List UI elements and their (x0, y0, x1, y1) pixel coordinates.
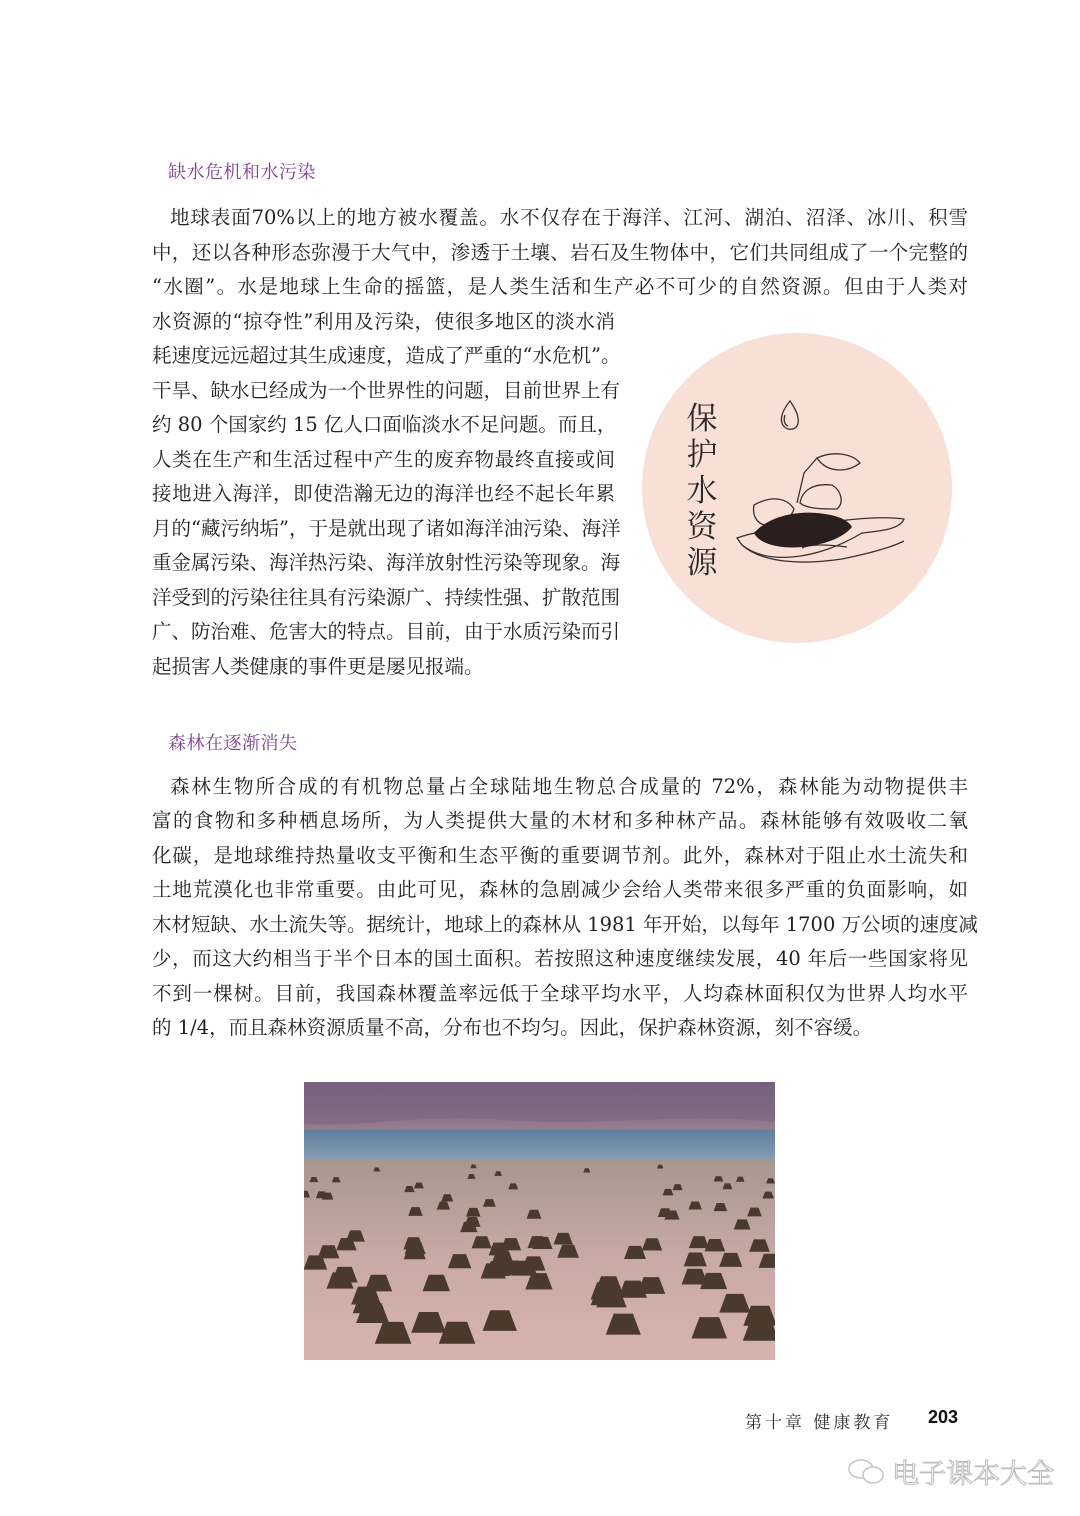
section-heading-water: 缺水危机和水污染 (168, 162, 316, 183)
text-line: “水圈”。水是地球上生命的摇篮，是人类生活和生产必不可少的自然资源。但由于人类对 (152, 275, 968, 298)
page-number: 203 (928, 1407, 959, 1427)
text-line: 人类在生产和生活过程中产生的废弃物最终直接或间 (152, 448, 615, 471)
chapter-label: 第十章 健康教育 (745, 1413, 894, 1433)
section-heading-forest: 森林在逐渐消失 (168, 733, 298, 754)
text-line: 耗速度远远超过其生成速度，造成了严重的“水危机”。 (152, 344, 621, 367)
illustration-title: 保护水资源 (686, 401, 718, 581)
text-line: 少，而这大约相当于半个日本的国土面积。若按照这种速度继续发展，40 年后一些国家将见 (152, 947, 968, 970)
watermark (846, 1452, 1054, 1491)
text-line: 重金属污染、海洋热污染、海洋放射性污染等现象。海 (152, 551, 621, 574)
text-line: 不到一棵树。目前，我国森林覆盖率远低于全球平均水平，人均森林面积仅为世界人均水平 (152, 982, 968, 1005)
text-line: 中，还以各种形态弥漫于大气中，渗透于土壤、岩石及生物体中，它们共同组成了一个完整的 (152, 241, 968, 264)
text-line: 广、防治难、危害大的特点。目前，由于水质污染而引 (152, 620, 621, 643)
text-line: 木材短缺、水土流失等。据统计，地球上的森林从 1981 年开始，以每年 1700 万公顷的速度减 (152, 913, 979, 936)
text-line: 地球表面70%以上的地方被水覆盖。水不仅存在于海洋、江河、湖泊、沼泽、冰川、积雪 (170, 206, 968, 229)
text-line: 富的食物和多种栖息场所，为人类提供大量的木材和多种林产品。森林能够有效吸收二氧 (152, 809, 968, 832)
text-line: 化碳，是地球维持热量收支平衡和生态平衡的重要调节剂。此外，森林对于阻止水土流失和 (152, 844, 968, 867)
text-line: 接地进入海洋，即使浩瀚无边的海洋也经不起长年累 (152, 482, 615, 505)
text-line: 的 1/4，而且森林资源质量不高，分布也不均匀。因此，保护森林资源，刻不容缓。 (152, 1016, 873, 1039)
deforestation-photo (304, 1082, 775, 1360)
text-line: 土地荒漠化也非常重要。由此可见，森林的急剧减少会给人类带来很多严重的负面影响，如 (152, 878, 968, 901)
text-line: 干旱、缺水已经成为一个世界性的问题，目前世界上有 (152, 379, 621, 402)
text-line: 约 80 个国家约 15 亿人口面临淡水不足问题。而且， (152, 413, 617, 436)
text-line: 起损害人类健康的事件更是屡见报端。 (152, 655, 484, 678)
text-line: 月的“藏污纳垢”，于是就出现了诸如海洋油污染、海洋 (152, 517, 621, 540)
text-line: 洋受到的污染往往具有污染源广、持续性强、扩散范围 (152, 586, 621, 609)
text-line: 森林生物所合成的有机物总量占全球陆地生物总合成量的 72%，森林能为动物提供丰 (170, 775, 968, 798)
wechat-icon (846, 1457, 886, 1487)
protect-water-illustration (642, 333, 952, 643)
text-line: 水资源的“掠夺性”利用及污染，使很多地区的淡水消 (152, 310, 615, 333)
watermark-text: 电子课本大全 (892, 1459, 1054, 1490)
